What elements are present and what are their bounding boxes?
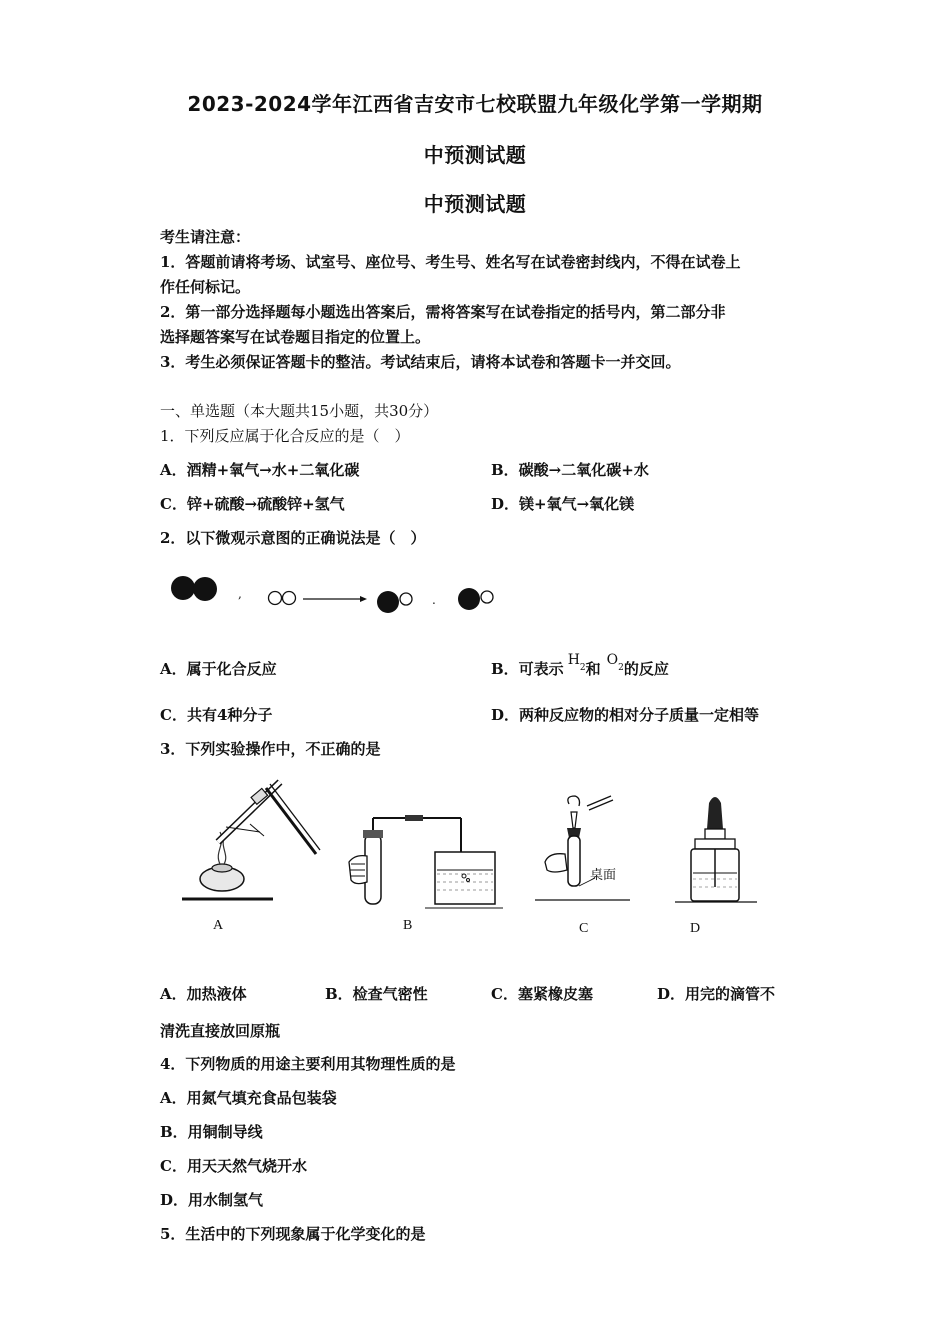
figure-d-label: D: [690, 921, 701, 936]
notice-heading: 考生请注意：: [160, 228, 251, 246]
q2-option-b-mid: 和: [585, 660, 601, 678]
q2-option-c: C．共有4种分子: [160, 706, 273, 724]
q2-stem: 2．以下微观示意图的正确说法是（ ）: [160, 529, 426, 547]
q3-option-c: C．塞紧橡皮塞: [491, 985, 593, 1003]
q4-stem: 4．下列物质的用途主要利用其物理性质的是: [160, 1055, 456, 1073]
notice-item2-a: 2．第一部分选择题每小题选出答案后，需将答案写在试卷指定的括号内，第二部分非: [160, 303, 726, 321]
q4-option-b: B．用铜制导线: [160, 1123, 263, 1141]
q2-micro-diagram: [160, 568, 510, 618]
svg-text:,: ,: [238, 587, 242, 601]
q1-option-c: C．锌+硫酸→硫酸锌+氢气: [160, 495, 345, 513]
q4-option-d: D．用水制氢气: [160, 1191, 264, 1209]
figure-a-label: A: [213, 918, 224, 933]
notice-item2-b: 选择题答案写在试卷题目指定的位置上。: [160, 328, 431, 346]
page-title-line2: 中预测试题: [423, 143, 527, 167]
q3-option-a: A．加热液体: [160, 985, 247, 1003]
svg-text:.: .: [432, 593, 436, 607]
figure-a-heating-liquid: [180, 772, 325, 907]
figure-b-label: B: [403, 918, 413, 933]
notice-item1-a: 1．答题前请将考场、试室号、座位号、考生号、姓名写在试卷密封线内，不得在试卷上: [160, 253, 741, 271]
q2-option-b: [491, 652, 669, 682]
q2-option-b-o: O: [606, 652, 619, 668]
q3-stem: 3．下列实验操作中，不正确的是: [160, 740, 381, 758]
q2-option-b-prefix: B．可表示: [491, 660, 564, 678]
q2-option-b-h: H: [567, 652, 580, 668]
q2-option-a: A．属于化合反应: [160, 660, 277, 678]
q1-option-a: A．酒精+氧气→水+二氧化碳: [160, 461, 360, 479]
q3-option-d: D．用完的滴管不: [657, 985, 776, 1003]
q1-option-d: D．镁+氧气→氧化镁: [491, 495, 635, 513]
notice-item1-b: 作任何标记。: [160, 278, 251, 296]
q4-option-c: C．用天天然气烧开水: [160, 1157, 307, 1175]
q3-option-d-cont: 清洗直接放回原瓶: [160, 1022, 281, 1040]
q5-stem: 5．生活中的下列现象属于化学变化的是: [160, 1225, 426, 1243]
figure-d-dropper-bottle: [665, 795, 765, 907]
q1-stem: 1．下列反应属于化合反应的是（ ）: [160, 427, 410, 445]
q3-option-b: B．检查气密性: [325, 985, 428, 1003]
figure-b-airtightness: [345, 812, 505, 912]
q1-option-b: B．碳酸→二氧化碳+水: [491, 461, 649, 479]
q2-option-d: D．两种反应物的相对分子质量一定相等: [491, 706, 760, 724]
figure-c-desk-label: 桌面: [590, 868, 617, 883]
q4-option-a: A．用氮气填充食品包装袋: [160, 1089, 337, 1107]
figure-c-label: C: [579, 921, 589, 936]
notice-item3: 3．考生必须保证答题卡的整洁。考试结束后，请将本试卷和答题卡一并交回。: [160, 353, 681, 371]
q2-option-b-o-sub: 2: [618, 663, 624, 673]
q2-option-b-h-sub: 2: [579, 663, 586, 673]
page-title-line3: 中预测试题: [423, 192, 527, 216]
section-heading: 一、单选题（本大题共15小题，共30分）: [160, 402, 439, 420]
q2-option-b-suffix: 的反应: [623, 660, 669, 678]
figure-c-rubber-stopper: [535, 792, 635, 907]
page-title-line1: 2023-2024学年江西省吉安市七校联盟九年级化学第一学期期: [187, 92, 763, 116]
